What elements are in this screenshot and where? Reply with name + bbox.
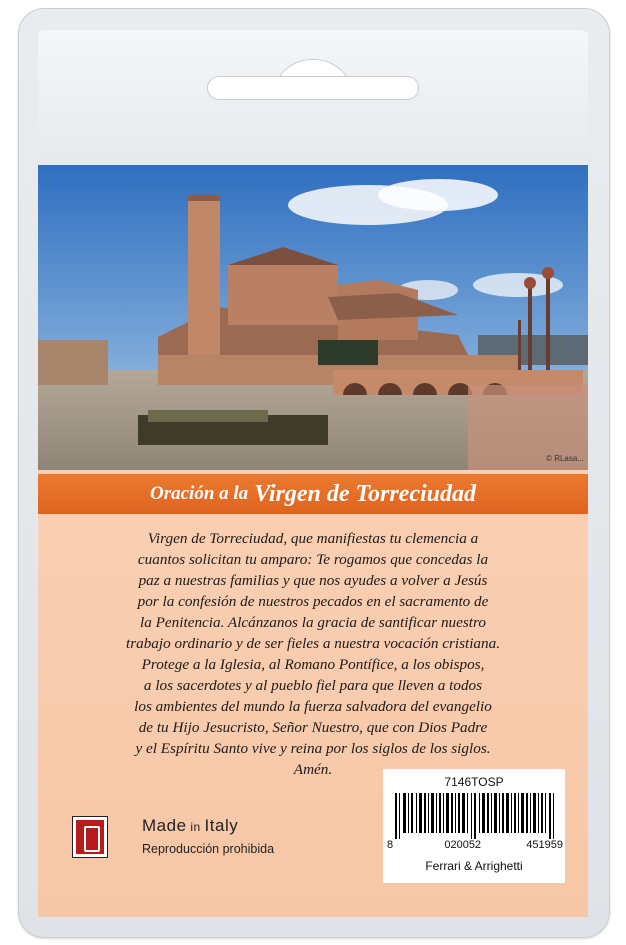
italy-label: Italy: [204, 816, 239, 835]
sanctuary-illustration: [38, 165, 588, 470]
made-label: Made: [142, 816, 187, 835]
barcode-digits-left: 020052: [444, 839, 482, 851]
manufacturer: Ferrari & Arrighetti: [425, 859, 523, 873]
prayer-card: [38, 165, 588, 917]
barcode: [393, 793, 557, 839]
prayer-line: y el Espíritu Santo vive y reina por los siglos de los siglos.: [135, 740, 491, 757]
prayer-line: trabajo ordinario y de ser fieles a nuestra vocación cristiana.: [125, 635, 501, 652]
hang-tab: [38, 30, 588, 160]
brand-logo: [72, 816, 108, 858]
prayer-line: a los sacerdotes y al pueblo fiel para que lleven a todos: [143, 677, 483, 694]
prayer-line: los ambientes del mundo la fuerza salvadora del evangelio: [134, 698, 492, 715]
sanctuary-photo: [38, 165, 588, 470]
prayer-line: cuantos solicitan tu amparo: Te rogamos que concedas la: [137, 551, 489, 568]
prayer-line: de tu Hijo Jesucristo, Señor Nuestro, que con Dios Padre: [138, 719, 488, 736]
prayer-line: la Penitencia. Alcánzanos la gracia de santificar nuestro: [140, 614, 486, 631]
barcode-digit-first: 8: [387, 839, 394, 851]
product-code: 7146TOSP: [444, 775, 504, 789]
barcode-label: [383, 769, 565, 883]
prayer-text: [56, 528, 570, 780]
barcode-digits: [387, 839, 563, 851]
banner-title: Virgen de Torreciudad: [254, 480, 476, 507]
title-banner: [38, 474, 588, 514]
prayer-line: Amén.: [293, 761, 333, 778]
reproduction-notice: Reproducción prohibida: [142, 842, 275, 856]
prayer-line: Virgen de Torreciudad, que manifiestas tu clemencia a: [147, 530, 479, 547]
photo-credit: © RLasa...: [546, 454, 584, 463]
made-in-italy: [142, 816, 274, 856]
banner-prefix: Oración a la: [150, 483, 249, 504]
in-label: in: [186, 820, 205, 834]
prayer-line: Protege a la Iglesia, al Romano Pontífice, a los obispos,: [141, 656, 485, 673]
prayer-line: paz a nuestras familias y que nos ayudes a volver a Jesús: [138, 572, 488, 589]
prayer-line: por la confesión de nuestros pecados en el sacramento de: [137, 593, 489, 610]
hang-slot: [207, 76, 419, 100]
logo-mark: [76, 820, 104, 854]
barcode-digits-right: 451959: [526, 839, 563, 851]
